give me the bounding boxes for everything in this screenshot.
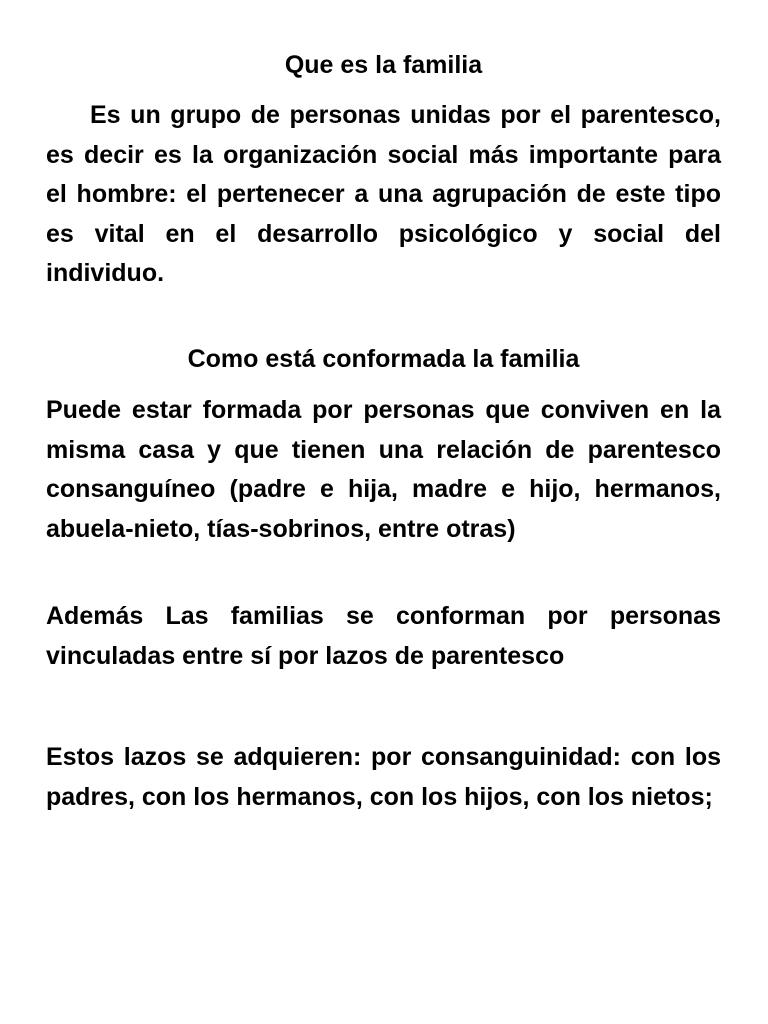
definition-paragraph: Es un grupo de personas unidas por el parentesco, es decir es la organización social más importante para el hombre: el pertenecer a una agrupación de este tipo es vital en el desarrollo psicológico y social del individuo. bbox=[46, 101, 721, 287]
section-heading-que-es-la-familia: Que es la familia bbox=[284, 51, 483, 79]
composition-paragraph: Puede estar formada por personas que conviven en la misma casa y que tienen una relación de parentesco consanguíneo (padre e hija, madre e hijo, hermanos, abuela-nieto, tías-sobrinos, entre otras) bbox=[46, 396, 721, 543]
kinship-paragraph: Además Las familias se conforman por personas vinculadas entre sí por lazos de parentesco bbox=[46, 602, 721, 670]
section-heading-conformacion: Como está conformada la familia bbox=[187, 345, 580, 373]
consanguinity-paragraph: Estos lazos se adquieren: por consanguinidad: con los padres, con los hermanos, con los hijos, con los nietos; bbox=[46, 743, 721, 811]
